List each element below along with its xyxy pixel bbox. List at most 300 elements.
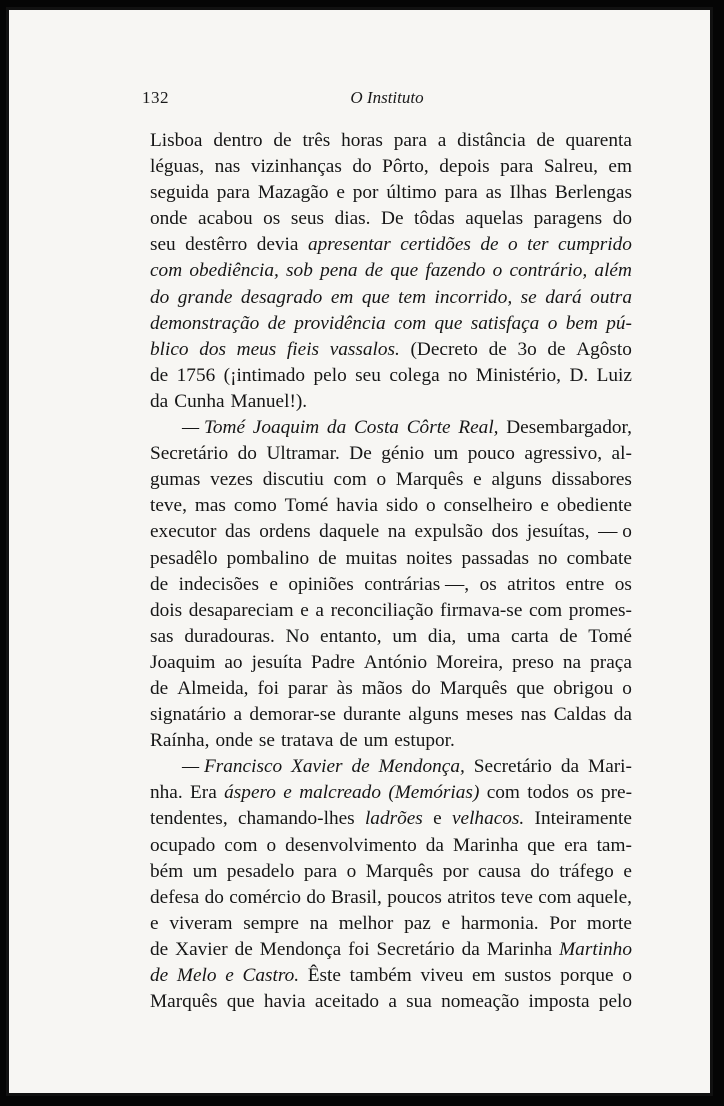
text-word: o xyxy=(346,860,357,882)
text-word: de xyxy=(364,260,384,282)
text-word: de xyxy=(150,677,169,699)
text-line xyxy=(150,467,632,493)
text-word: que xyxy=(361,286,390,308)
text-line xyxy=(150,415,632,441)
text-word: obediente xyxy=(556,495,632,517)
text-word: era xyxy=(564,834,588,856)
text-word: de xyxy=(150,965,169,986)
text-word: tráfego xyxy=(559,860,614,882)
text-word: António xyxy=(363,651,428,673)
text-word: — o xyxy=(598,521,632,543)
text-line xyxy=(150,128,632,154)
text-word: no xyxy=(448,364,468,386)
text-word: pouco xyxy=(467,443,515,465)
text-word: indecisões xyxy=(178,573,259,595)
text-word: desapareciam xyxy=(188,599,294,621)
text-word: Secretário xyxy=(150,443,229,465)
text-word: tam- xyxy=(596,834,632,856)
text-word: demorar-se xyxy=(249,704,336,726)
text-word: teve, xyxy=(150,495,187,517)
text-word: ocupado xyxy=(150,834,216,856)
text-word: para xyxy=(216,182,250,204)
text-word: as xyxy=(485,182,502,204)
text-line xyxy=(150,519,632,545)
text-word: cumprido xyxy=(558,234,632,256)
text-word: nomeação xyxy=(441,991,520,1013)
text-word: da xyxy=(150,390,169,412)
text-word: Tomé xyxy=(284,495,329,517)
text-word: de xyxy=(234,938,253,960)
text-word: na xyxy=(387,521,406,543)
text-word: que xyxy=(527,834,556,856)
text-word: que xyxy=(226,991,255,1013)
text-word: a xyxy=(233,704,243,726)
text-word: Costa xyxy=(353,417,399,439)
text-word: imposta xyxy=(528,991,590,1013)
text-word: com xyxy=(150,260,183,282)
text-word: e xyxy=(225,965,234,986)
text-word: do xyxy=(411,677,431,699)
text-word: reconciliação xyxy=(330,599,434,621)
text-word: Real, xyxy=(458,417,499,439)
text-word: em xyxy=(608,156,632,178)
text-word: Marquês xyxy=(365,860,434,882)
text-word: Êste xyxy=(307,965,341,986)
text-word: De xyxy=(381,208,404,230)
text-word: dissabores xyxy=(551,469,632,491)
text-word: ao xyxy=(224,651,243,673)
text-line xyxy=(150,337,632,363)
text-word: sempre xyxy=(243,912,299,934)
text-word: do xyxy=(306,886,326,908)
text-word: outra xyxy=(590,286,632,308)
text-line xyxy=(150,754,632,780)
text-word: obrigou xyxy=(553,677,614,699)
text-word: os xyxy=(263,208,281,230)
text-word: da xyxy=(613,704,632,726)
text-word: colega xyxy=(389,364,440,386)
text-line xyxy=(150,859,632,885)
text-word: teve xyxy=(500,886,533,908)
text-word: executor xyxy=(150,521,217,543)
text-word: nas xyxy=(214,156,241,178)
text-word: jesuítas, xyxy=(526,521,590,543)
text-word: Cunha xyxy=(174,390,225,412)
text-word: e xyxy=(300,599,309,621)
text-word: Xavier xyxy=(175,938,228,960)
text-line xyxy=(150,780,632,806)
text-word: vezes xyxy=(210,469,253,491)
text-word: Secretário xyxy=(376,938,455,960)
text-word: da xyxy=(560,756,580,778)
text-word: da xyxy=(326,417,347,439)
text-word: velhacos. xyxy=(451,808,525,830)
text-word: por xyxy=(352,182,379,204)
text-word: aquele, xyxy=(576,886,632,908)
text-word: áspero xyxy=(224,782,276,804)
text-line xyxy=(150,311,632,337)
text-word: que xyxy=(390,260,419,282)
text-word: os xyxy=(479,573,497,595)
text-word: bém xyxy=(150,860,184,882)
text-word: alguns xyxy=(491,469,542,491)
text-word: chamando-lhes xyxy=(237,808,355,830)
text-word: para xyxy=(444,182,478,204)
text-word: contrário, xyxy=(509,260,588,282)
text-word: Raínha, xyxy=(150,730,210,752)
text-word: Marinha xyxy=(486,938,553,960)
text-word: e xyxy=(473,469,482,491)
text-line xyxy=(150,493,632,519)
text-word: contrárias —, xyxy=(364,573,470,595)
text-word: Inteiramente xyxy=(534,808,632,830)
text-word: harmonia. xyxy=(460,912,539,934)
text-word: acabou xyxy=(198,208,253,230)
text-word: desenvolvimento xyxy=(285,834,417,856)
text-word: por xyxy=(442,860,469,882)
text-word: para xyxy=(500,156,534,178)
text-word: De xyxy=(349,443,372,465)
text-line xyxy=(150,833,632,859)
text-line xyxy=(150,546,632,572)
text-word: com xyxy=(224,834,258,856)
text-word: e xyxy=(441,912,451,934)
text-line xyxy=(150,728,632,754)
text-word: Brasil, xyxy=(330,886,382,908)
text-word: de xyxy=(488,338,507,360)
text-word: Moreira, xyxy=(436,651,504,673)
text-word: sido xyxy=(385,495,419,517)
text-word: e xyxy=(623,860,632,882)
text-word: parar xyxy=(287,677,328,699)
text-word: havia xyxy=(336,495,378,517)
text-word: se xyxy=(258,730,275,752)
text-word: foi xyxy=(257,677,279,699)
text-word: ter xyxy=(527,234,549,256)
text-word: Luiz xyxy=(596,364,632,386)
text-word: gumas xyxy=(150,469,201,491)
text-word: sustos xyxy=(504,965,552,986)
text-word: aquelas xyxy=(465,208,524,230)
text-line xyxy=(150,937,632,963)
text-word: fieis xyxy=(286,338,320,360)
text-word: muitas xyxy=(345,547,398,569)
text-word: entre xyxy=(565,573,605,595)
text-word: meus xyxy=(236,338,277,360)
text-word: do xyxy=(204,886,224,908)
text-word: durante xyxy=(343,704,401,726)
text-word: pú- xyxy=(606,312,632,334)
text-word: Ministério, xyxy=(475,364,561,386)
text-word: defesa xyxy=(150,886,200,908)
text-line xyxy=(150,989,632,1015)
text-word: com xyxy=(394,312,427,334)
text-word: tem xyxy=(398,286,426,308)
text-word: onde xyxy=(150,208,188,230)
text-word: apresentar xyxy=(307,234,391,256)
text-line xyxy=(150,911,632,937)
text-word: Castro. xyxy=(242,965,300,986)
page-header xyxy=(142,88,632,116)
text-word: morte xyxy=(586,912,632,934)
text-word: Melo xyxy=(176,965,217,986)
text-word: de xyxy=(150,573,169,595)
text-word: um xyxy=(433,443,459,465)
text-word: de xyxy=(150,364,169,386)
text-word: obediência, xyxy=(189,260,279,282)
text-word: pelo xyxy=(313,364,347,386)
text-line xyxy=(150,572,632,598)
text-word: seu xyxy=(355,364,381,386)
text-word: Côrte xyxy=(406,417,451,439)
text-word: pre- xyxy=(600,782,632,804)
text-word: 3o xyxy=(517,338,537,360)
text-word: o xyxy=(492,260,503,282)
text-word: dois xyxy=(150,599,183,621)
text-word: em xyxy=(330,286,354,308)
text-word: o xyxy=(266,834,277,856)
text-word: e xyxy=(283,782,292,804)
text-word: na xyxy=(562,651,582,673)
text-word: desagrado xyxy=(240,286,323,308)
text-line xyxy=(150,702,632,728)
text-word: Padre xyxy=(310,651,355,673)
text-word: viveram xyxy=(169,912,233,934)
text-word: incorrido, xyxy=(434,286,513,308)
text-word: agressivo, xyxy=(524,443,603,465)
text-word: pesadêlo xyxy=(150,547,218,569)
text-word: pombalino xyxy=(226,547,310,569)
text-word: horas xyxy=(341,130,383,151)
text-word: tôdas xyxy=(414,208,455,230)
text-word: de xyxy=(480,234,499,256)
text-word: Berlengas xyxy=(554,182,632,204)
text-word: No xyxy=(285,625,310,647)
text-word: Era xyxy=(190,782,217,804)
text-word: Mazagão xyxy=(257,182,329,204)
text-word: mas xyxy=(194,495,226,517)
text-word: viveu xyxy=(420,965,464,986)
text-word: (Decreto xyxy=(410,338,478,360)
text-word: depois xyxy=(439,156,490,178)
text-word: bem xyxy=(565,312,598,334)
text-word: a xyxy=(437,130,447,151)
text-word: mãos xyxy=(361,677,403,699)
text-word: comércio xyxy=(229,886,301,908)
text-word: três xyxy=(302,130,331,151)
text-word: duradouras. xyxy=(184,625,275,647)
text-word: como xyxy=(233,495,277,517)
text-word: do xyxy=(237,443,257,465)
text-word: do xyxy=(530,860,550,882)
text-word: ladrões xyxy=(364,808,423,830)
text-word: dará xyxy=(545,286,582,308)
text-line xyxy=(150,676,632,702)
text-word: Salreu, xyxy=(543,156,598,178)
text-word: o xyxy=(426,495,436,517)
text-word: providência xyxy=(294,312,386,334)
text-word: uma xyxy=(467,625,501,647)
text-word: o xyxy=(508,234,518,256)
text-line xyxy=(150,363,632,389)
text-word: atritos xyxy=(507,573,556,595)
text-word: paragens xyxy=(533,208,603,230)
text-line xyxy=(150,963,632,989)
text-word: dos xyxy=(491,521,519,543)
text-word: e xyxy=(433,808,442,830)
text-word: de xyxy=(267,312,286,334)
text-line xyxy=(150,258,632,284)
text-word: causa xyxy=(478,860,521,882)
text-word: Ilhas xyxy=(509,182,547,204)
text-line xyxy=(150,180,632,206)
text-word: da xyxy=(461,938,480,960)
text-word: nas xyxy=(520,704,547,726)
text-word: quarenta xyxy=(565,130,632,151)
text-line xyxy=(150,598,632,624)
text-word: os xyxy=(576,782,594,804)
text-word: pena xyxy=(320,260,358,282)
text-word: al- xyxy=(611,443,632,465)
text-word: expulsão xyxy=(414,521,483,543)
text-word: Marinha xyxy=(452,834,519,856)
text-word: sua xyxy=(406,991,432,1013)
text-word: para xyxy=(393,130,427,151)
text-word: que xyxy=(516,677,545,699)
text-word: de xyxy=(351,756,370,778)
text-word: e xyxy=(540,495,549,517)
text-line xyxy=(150,285,632,311)
text-word: 1756 xyxy=(176,364,216,386)
text-word: Joaquim xyxy=(150,651,216,673)
text-word: discutiu xyxy=(262,469,324,491)
text-word: entanto, xyxy=(320,625,382,647)
text-line xyxy=(150,232,632,258)
text-word: tendentes, xyxy=(150,808,228,830)
text-word: distância xyxy=(457,130,526,151)
text-word: destêrro xyxy=(185,234,248,256)
text-word: vassalos. xyxy=(329,338,400,360)
text-word: Secretário xyxy=(473,756,552,778)
text-word: sas xyxy=(150,625,174,647)
text-word: dos xyxy=(199,338,226,360)
text-word: também xyxy=(349,965,412,986)
text-word: vizinhanças xyxy=(250,156,342,178)
text-word: nha. xyxy=(150,782,183,804)
text-word: Desembargador, xyxy=(506,417,632,439)
text-word: das xyxy=(224,521,251,543)
text-word: certidões xyxy=(400,234,471,256)
text-word: Mendonça xyxy=(259,938,342,960)
text-word: com xyxy=(333,469,367,491)
text-line xyxy=(150,885,632,911)
text-word: de xyxy=(318,547,337,569)
text-word: com xyxy=(538,886,572,908)
text-word: léguas, xyxy=(150,156,205,178)
text-word: de xyxy=(150,938,169,960)
text-line xyxy=(150,624,632,650)
text-word: Caldas xyxy=(553,704,607,726)
text-word: foi xyxy=(348,938,370,960)
text-word: todos xyxy=(527,782,570,804)
text-word: seus xyxy=(290,208,325,230)
text-word: (¡intimado xyxy=(223,364,306,386)
text-word: Joaquim xyxy=(252,417,320,439)
text-word: Xavier xyxy=(291,756,343,778)
text-word: de xyxy=(273,130,292,151)
text-word: de xyxy=(339,730,358,752)
text-word: na xyxy=(309,912,328,934)
page-number: 132 xyxy=(142,88,169,107)
text-word: que xyxy=(434,312,463,334)
text-word: a xyxy=(388,991,397,1013)
text-word: devia xyxy=(256,234,299,256)
text-word: com xyxy=(528,599,563,621)
text-word: ordens xyxy=(259,521,311,543)
text-line xyxy=(150,154,632,180)
text-word: Marquês xyxy=(395,469,464,491)
text-word: Por xyxy=(549,912,577,934)
text-word: jesuíta xyxy=(251,651,302,673)
text-word: preso xyxy=(512,651,554,673)
text-word: Martinho xyxy=(559,938,632,960)
text-line xyxy=(150,389,632,415)
text-word: estupor. xyxy=(394,730,455,752)
text-word: alguns xyxy=(408,704,459,726)
text-word: meses xyxy=(466,704,514,726)
text-word: — Francisco xyxy=(182,756,283,778)
text-word: atritos xyxy=(447,886,496,908)
text-word: (Memórias) xyxy=(388,782,480,804)
text-word: com xyxy=(486,782,520,804)
text-word: Marquês xyxy=(150,991,218,1013)
text-word: paz xyxy=(404,912,431,934)
text-word: a xyxy=(315,599,324,621)
text-word: tratava xyxy=(280,730,334,752)
book-page xyxy=(6,7,713,1096)
text-word: de xyxy=(559,625,578,647)
text-word: carta xyxy=(511,625,549,647)
text-word: combate xyxy=(566,547,632,569)
text-line xyxy=(150,806,632,832)
text-word: opiniões xyxy=(288,573,354,595)
text-word: praça xyxy=(590,651,632,673)
text-word: sob xyxy=(286,260,313,282)
text-word: o xyxy=(376,469,387,491)
text-word: dia, xyxy=(427,625,457,647)
text-word: onde xyxy=(215,730,253,752)
text-word: para xyxy=(303,860,338,882)
text-word: o xyxy=(547,312,558,334)
text-word: fazendo xyxy=(425,260,486,282)
text-word: demonstração xyxy=(150,312,260,334)
text-word: Almeida, xyxy=(177,677,249,699)
text-word: os xyxy=(614,573,632,595)
text-word: seu xyxy=(150,234,176,256)
text-word: Agôsto xyxy=(576,338,632,360)
text-word: e xyxy=(269,573,278,595)
text-word: aceitado xyxy=(314,991,380,1013)
text-word: seguida xyxy=(150,182,209,204)
text-word: último xyxy=(386,182,437,204)
text-word: poucos xyxy=(387,886,442,908)
text-word: promes- xyxy=(568,599,632,621)
text-word: um xyxy=(192,860,218,882)
text-word: o xyxy=(622,677,632,699)
text-word: um xyxy=(392,625,418,647)
text-word: pesadelo xyxy=(226,860,295,882)
text-word: se xyxy=(520,286,537,308)
